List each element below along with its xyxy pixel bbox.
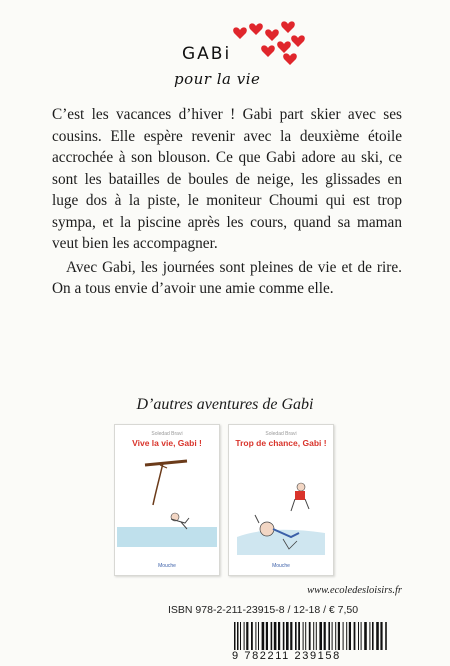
publisher-website: www.ecoledesloisirs.fr [307, 585, 402, 596]
back-cover-blurb [52, 104, 402, 300]
blurb-paragraph-1: C’est les vacances d’hiver ! Gabi part skier avec ses cousins. Elle espère revenir avec la deuxième étoile accrochée à son blouson. Ce que Gabi adore au ski, ce sont les batailles de boules de neige, les glissades en luge dos à la piste, le moniteur Choumi qui est trop sympa, et la piscine après les cours, quand sa maman veut bien les accompagner. [52, 106, 402, 252]
logo-tagline: pour la vie [174, 70, 261, 88]
other-adventures-heading: D’autres aventures de Gabi [136, 396, 314, 413]
book-cover-vive-la-vie [114, 424, 220, 576]
book-title: Vive la vie, Gabi ! [132, 438, 202, 448]
book-author: Soledad Bravi [151, 431, 183, 437]
book-publisher: Mouche [272, 563, 290, 569]
book-publisher: Mouche [158, 563, 176, 569]
hearts-icon [230, 18, 310, 68]
book-author: Soledad Bravi [265, 431, 297, 437]
book-title: Trop de chance, Gabi ! [235, 438, 327, 448]
blurb-paragraph-2: Avec Gabi, les journées sont pleines de vie et de rire. On a tous envie d’avoir une amie comme elle. [52, 258, 402, 297]
isbn-price-line: ISBN 978-2-211-23915-8 / 12-18 / € 7,50 [168, 604, 359, 616]
logo-brand: GABi [182, 44, 232, 64]
barcode-digits: 9 782211 239158 [230, 650, 412, 662]
series-logo [170, 14, 310, 94]
book-cover-trop-de-chance [228, 424, 334, 576]
